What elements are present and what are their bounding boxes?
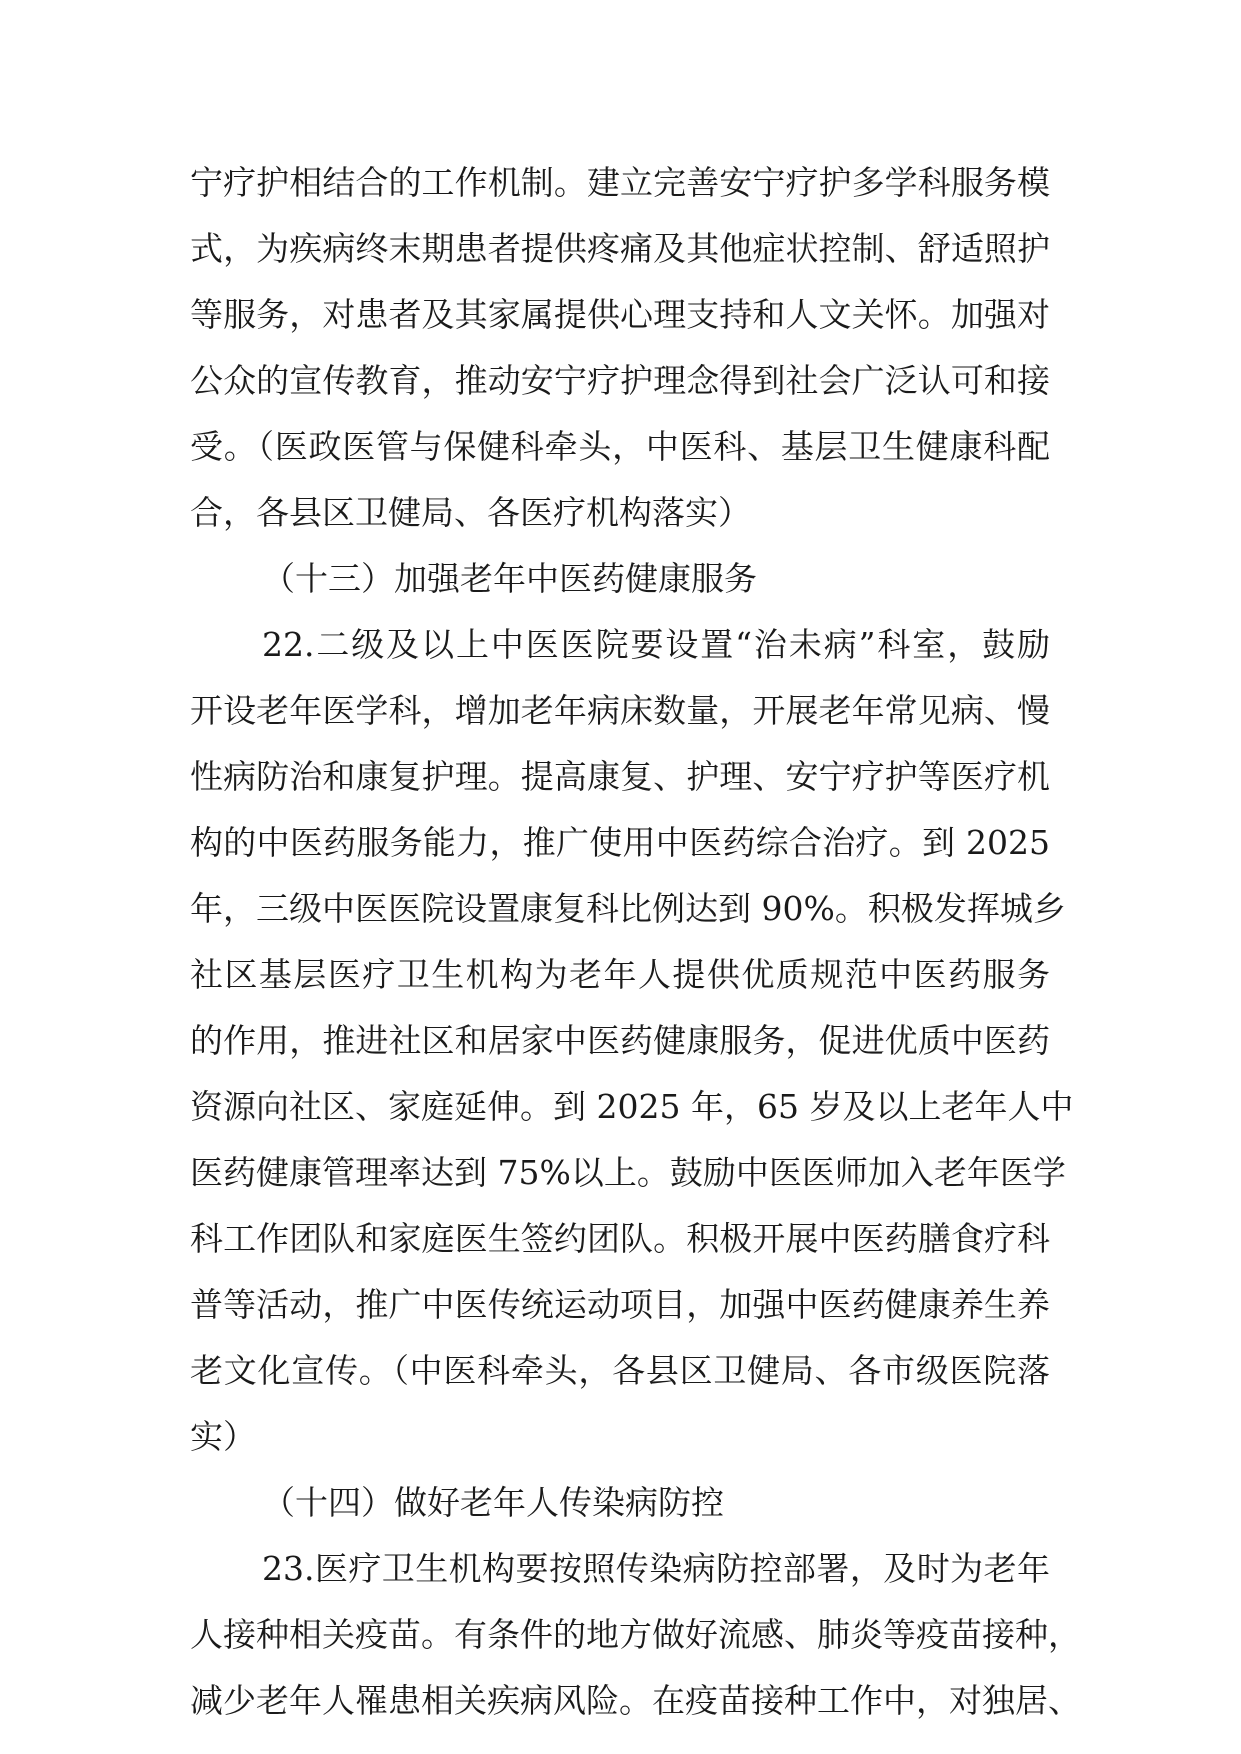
text-line: 公众的宣传教育，推动安宁疗护理念得到社会广泛认可和接 (190, 361, 1050, 400)
text-line: 普等活动，推广中医传统运动项目，加强中医药健康养生养 (190, 1285, 1050, 1324)
text-line: 年，三级中医医院设置康复科比例达到 90%。积极发挥城乡 (190, 889, 1066, 928)
paragraph-first-line: 23.医疗卫生机构要按照传染病防控部署，及时为老年 (262, 1549, 1050, 1588)
text-line: 医药健康管理率达到 75%以上。鼓励中医医师加入老年医学 (190, 1153, 1066, 1192)
section-heading: （十四）做好老年人传染病防控 (262, 1483, 724, 1522)
text-line: 受。（医政医管与保健科牵头，中医科、基层卫生健康科配 (190, 427, 1050, 466)
text-line: 科工作团队和家庭医生签约团队。积极开展中医药膳食疗科 (190, 1219, 1050, 1258)
text-line: 合，各县区卫健局、各医疗机构落实） (190, 493, 751, 532)
text-line: 构的中医药服务能力，推广使用中医药综合治疗。到 2025 (190, 823, 1050, 862)
text-line: 式，为疾病终末期患者提供疼痛及其他症状控制、舒适照护 (190, 229, 1050, 268)
text-line: 实） (190, 1417, 256, 1456)
text-line: 等服务，对患者及其家属提供心理支持和人文关怀。加强对 (190, 295, 1050, 334)
text-line: 开设老年医学科，增加老年病床数量，开展老年常见病、慢 (190, 691, 1050, 730)
text-line: 宁疗护相结合的工作机制。建立完善安宁疗护多学科服务模 (190, 163, 1050, 202)
text-line: 老文化宣传。（中医科牵头，各县区卫健局、各市级医院落 (190, 1351, 1050, 1390)
text-line: 资源向社区、家庭延伸。到 2025 年，65 岁及以上老年人中 (190, 1087, 1074, 1126)
section-heading: （十三）加强老年中医药健康服务 (262, 559, 757, 598)
text-line: 人接种相关疫苗。有条件的地方做好流感、肺炎等疫苗接种， (190, 1615, 1081, 1654)
text-line: 减少老年人罹患相关疾病风险。在疫苗接种工作中，对独居、 (190, 1681, 1081, 1720)
text-line: 性病防治和康复护理。提高康复、护理、安宁疗护等医疗机 (190, 757, 1050, 796)
text-line: 社区基层医疗卫生机构为老年人提供优质规范中医药服务 (190, 955, 1050, 994)
text-line: 的作用，推进社区和居家中医药健康服务，促进优质中医药 (190, 1021, 1050, 1060)
paragraph-first-line: 22.二级及以上中医医院要设置“治未病”科室，鼓励 (262, 625, 1050, 664)
